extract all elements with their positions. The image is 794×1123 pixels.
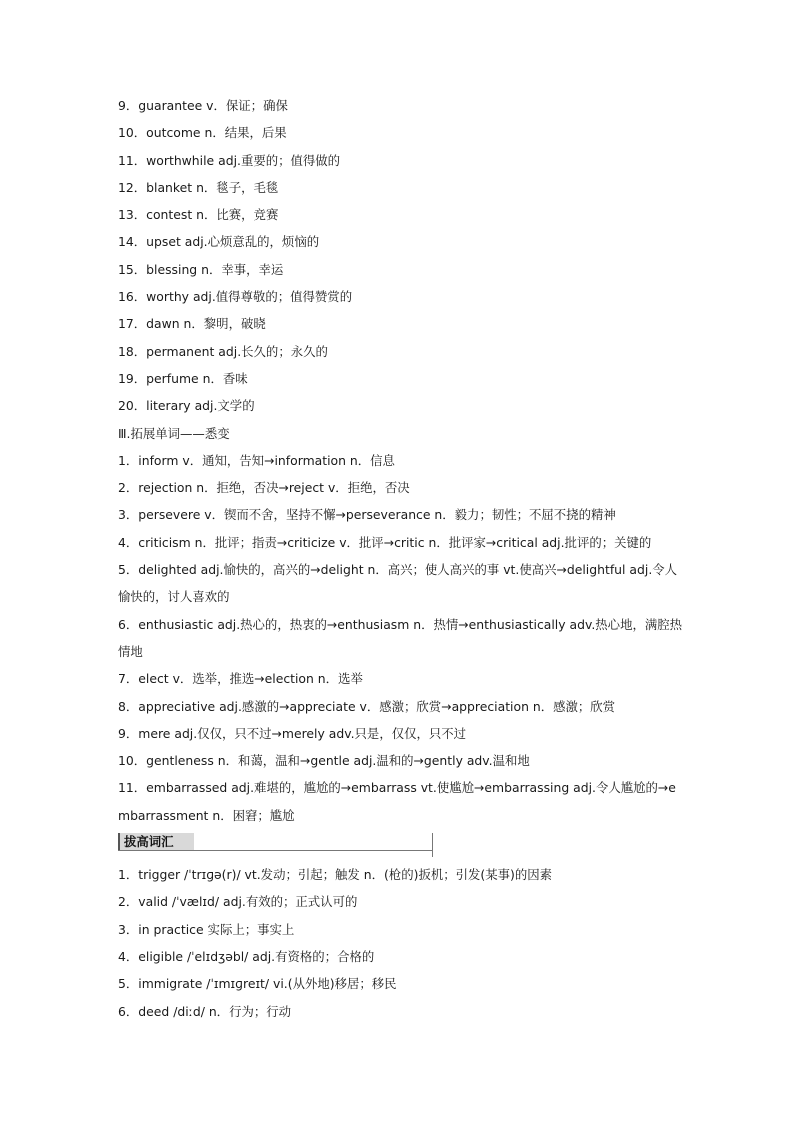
document-page: [118, 92, 683, 1025]
vocab-item: 14．upset adj.心烦意乱的，烦恼的: [118, 234, 320, 250]
advanced-item: 6．deed /diːd/ n．行为；行动: [118, 1003, 292, 1019]
derivative-item: 3．persevere v．锲而不舍，坚持不懈→perseverance n．毅力；韧性；不屈不挠的精神: [118, 507, 616, 523]
advanced-item: 3．in practice 实际上；事实上: [118, 921, 295, 937]
advanced-item: 4．eligible /ˈelɪdʒəbl/ adj.有资格的；合格的: [118, 948, 375, 964]
derivative-item: 7．elect v．选举，推选→election n．选举: [118, 671, 363, 687]
vocab-item: 10．outcome n．结果，后果: [118, 125, 287, 141]
derivative-item: 5．delighted adj.愉快的，高兴的→delight n．高兴；使人高兴的事 vt.使高兴→delightful adj.令人愉快的，讨人喜欢的: [118, 562, 678, 605]
derivative-item: 8．appreciative adj.感激的→appreciate v．感激；欣赏→appreciation n．感激；欣赏: [118, 698, 616, 714]
vocab-item: 17．dawn n．黎明，破晓: [118, 316, 266, 332]
vocab-item: 12．blanket n．毯子，毛毯: [118, 179, 279, 195]
derivative-item: 11．embarrassed adj.难堪的，尴尬的→embarrass vt.使尴尬→embarrassing adj.令人尴尬的→embarrassment n．困窘；尴尬: [118, 780, 676, 823]
advanced-vocab-heading: [118, 830, 683, 857]
vocab-item: 19．perfume n．香味: [118, 370, 248, 386]
advanced-item: 2．valid /ˈvælɪd/ adj.有效的；正式认可的: [118, 894, 358, 910]
heading-rule-end: [432, 833, 433, 857]
vocab-item: 11．worthwhile adj.重要的；值得做的: [118, 152, 341, 168]
derivative-item: 10．gentleness n．和蔼，温和→gentle adj.温和的→gently adv.温和地: [118, 753, 530, 769]
advanced-vocab-list: [118, 861, 683, 1025]
vocab-item: 9．guarantee v．保证；确保: [118, 98, 288, 113]
advanced-item: 1．trigger /ˈtrɪɡə(r)/ vt.发动；引起；触发 n．(枪的)扳机；引发(某事)的因素: [118, 867, 553, 883]
derivative-item: 6．enthusiastic adj.热心的，热衷的→enthusiasm n．热情→enthusiastically adv.热心地，满腔热情地: [118, 616, 683, 659]
vocab-list-continued: [118, 92, 683, 420]
vocab-item: 18．permanent adj.长久的；永久的: [118, 343, 328, 359]
derivative-item: 9．mere adj.仅仅，只不过→merely adv.只是，仅仅，只不过: [118, 725, 467, 741]
vocab-item: 13．contest n．比赛，竞赛: [118, 207, 279, 223]
heading-label: 拔高词汇: [124, 834, 174, 850]
vocab-item: 20．literary adj.文学的: [118, 398, 255, 414]
derivative-item: 4．criticism n．批评；指责→criticize v．批评→critic n．批评家→critical adj.批评的；关键的: [118, 534, 652, 550]
derivative-item: 2．rejection n．拒绝，否决→reject v．拒绝，否决: [118, 480, 410, 496]
advanced-item: 5．immigrate /ˈɪmɪɡreɪt/ vi.(从外地)移居；移民: [118, 976, 397, 992]
section-heading-derivatives: Ⅲ.拓展单词——悉变: [118, 425, 230, 441]
derivatives-list: [118, 447, 683, 829]
heading-rule: [118, 850, 433, 851]
vocab-item: 15．blessing n．幸事，幸运: [118, 261, 284, 277]
derivative-item: 1．inform v．通知，告知→information n．信息: [118, 452, 395, 468]
vocab-item: 16．worthy adj.值得尊敬的；值得赞赏的: [118, 289, 353, 305]
